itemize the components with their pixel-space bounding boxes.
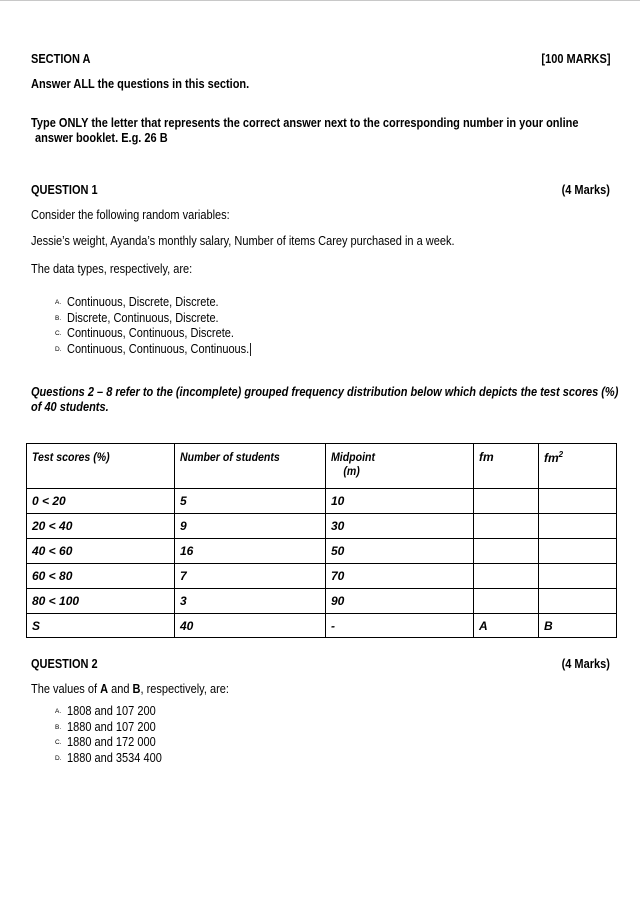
option-text: Continuous, Discrete, Discrete. [67,295,219,309]
cell-fm2 [539,564,617,589]
cell-fm [474,489,539,514]
q2-marks: (4 Marks) [561,657,610,671]
table-row [27,589,617,614]
cell-fm2 [539,489,617,514]
header-test-scores: Test scores (%) [27,444,175,489]
option-text: 1880 and 107 200 [67,719,156,734]
header-midpoint: Midpoint (m) [326,444,474,489]
reference-line2: of 40 students. [31,400,109,414]
q1-prompt: The data types, respectively, are: [31,262,193,276]
cell-range: 40 < 60 [27,539,175,564]
cell-frequency: 16 [175,539,326,564]
table-row [27,489,617,514]
reference-line1: Questions 2 – 8 refer to the (incomplete) grouped frequency distribution below which depicts the test scores (%) [31,385,619,399]
q2-prompt: The values of A and B, respectively, are: [31,682,229,696]
q2-title: QUESTION 2 [31,657,98,671]
option-letter: C. [55,330,62,337]
table-header-row [27,444,617,489]
cell-midpoint: 10 [326,489,474,514]
section-instruction: Answer ALL the questions in this section. [31,77,250,91]
cell-midpoint: 50 [326,539,474,564]
option-text: Discrete, Continuous, Discrete. [67,310,219,325]
option-letter: B. [55,314,62,322]
cell-range: 20 < 40 [27,514,175,539]
q1-intro: Consider the following random variables: [31,208,230,222]
frequency-table [26,443,617,638]
option-text: 1808 and 107 200 [67,704,156,718]
cell-range: 0 < 20 [27,489,175,514]
text-cursor [250,343,251,356]
table-row [27,514,617,539]
cell-frequency: 7 [175,564,326,589]
cell-midpoint: 90 [326,589,474,614]
option-letter: C. [55,739,62,746]
cell-range: 60 < 80 [27,564,175,589]
header-fm: fm [474,444,539,489]
table-row [27,564,617,589]
cell-frequency: 9 [175,514,326,539]
option-text: Continuous, Continuous, Discrete. [67,326,234,340]
cell-sum-fm: A [474,614,539,638]
q1-title: QUESTION 1 [31,183,98,197]
cell-fm [474,564,539,589]
option-text: 1880 and 3534 400 [67,750,162,765]
option-text: Continuous, Continuous, Continuous. [67,341,250,356]
cell-fm [474,539,539,564]
cell-midpoint: 70 [326,564,474,589]
cell-sum-label: S [27,614,175,638]
section-marks: [100 MARKS] [540,52,610,66]
page-top-border [0,0,640,1]
option-letter: A. [55,708,62,715]
cell-sum-fm2: B [539,614,617,638]
q1-marks: (4 Marks) [561,183,610,197]
table-row [27,539,617,564]
cell-fm [474,589,539,614]
type-instruction-line1: Type ONLY the letter that represents the correct answer next to the corresponding number in your online [31,116,579,130]
option-letter: A. [55,299,62,306]
cell-fm2 [539,514,617,539]
cell-sum-frequency: 40 [175,614,326,638]
cell-fm2 [539,589,617,614]
option-letter: D. [55,345,62,353]
header-number-students: Number of students [175,444,326,489]
cell-sum-midpoint: - [326,614,474,638]
table-sum-row [27,614,617,638]
cell-midpoint: 30 [326,514,474,539]
cell-frequency: 5 [175,489,326,514]
cell-frequency: 3 [175,589,326,614]
type-instruction-line2: answer booklet. E.g. 26 B [35,131,168,145]
option-text: 1880 and 172 000 [67,735,156,749]
section-title: SECTION A [31,52,91,66]
option-letter: D. [55,754,62,762]
option-letter: B. [55,723,62,731]
header-fm2: $fm^2$ [539,444,617,489]
cell-fm2 [539,539,617,564]
cell-range: 80 < 100 [27,589,175,614]
cell-fm [474,514,539,539]
q1-variables: Jessie’s weight, Ayanda’s monthly salary, Number of items Carey purchased in a week. [31,234,455,248]
